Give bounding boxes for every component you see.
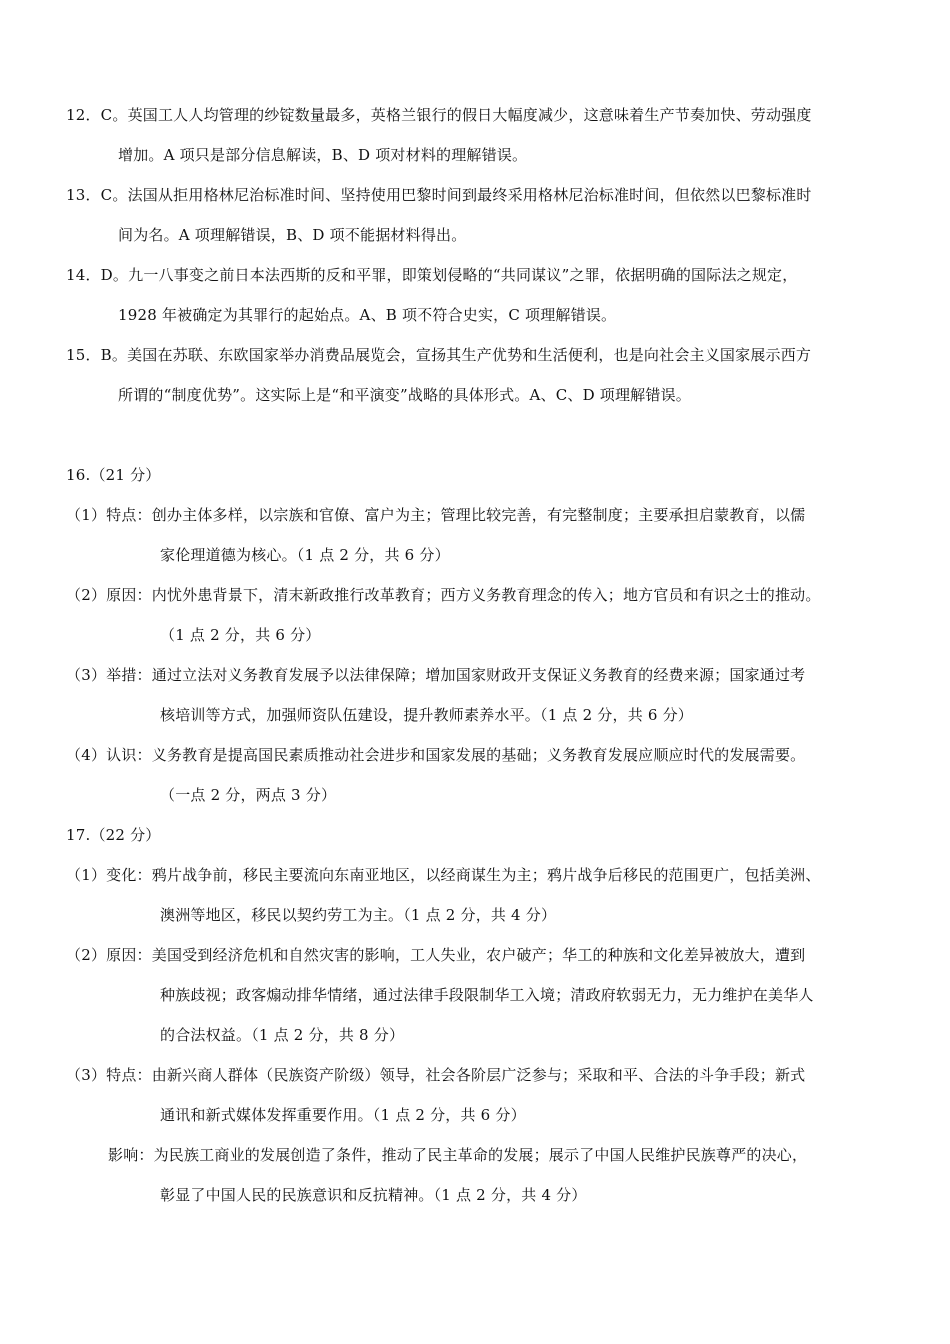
answer-13-line-1: 13．C。法国从拒用格林尼治标准时间、坚持使用巴黎时间到最终采用格林尼治标准时间，但依然以巴黎标准时 <box>66 186 812 204</box>
q16-item-4-line-1: （4）认识：义务教育是提高国民素质推动社会进步和国家发展的基础；义务教育发展应顺应时代的发展需要。 <box>66 746 806 764</box>
answer-15-line-2: 所谓的“制度优势”。这实际上是“和平演变”战略的具体形式。A、C、D 项理解错误。 <box>118 386 691 404</box>
q16-item-1-line-2: 家伦理道德为核心。（1 点 2 分，共 6 分） <box>160 546 450 564</box>
q16-item-3-line-1: （3）举措：通过立法对义务教育发展予以法律保障；增加国家财政开支保证义务教育的经费来源；国家通过考 <box>66 666 806 684</box>
q17-item-2-line-2: 种族歧视；政客煽动排华情绪，通过法律手段限制华工入境；清政府软弱无力，无力维护在美华人 <box>160 986 814 1004</box>
q16-heading: 16.（21 分） <box>66 466 161 484</box>
q17-item-2-line-1: （2）原因：美国受到经济危机和自然灾害的影响，工人失业，农户破产；华工的种族和文化差异被放大，遭到 <box>66 946 806 964</box>
q17-item-3-line-2: 通讯和新式媒体发挥重要作用。（1 点 2 分，共 6 分） <box>160 1106 526 1124</box>
answer-15-line-1: 15．B。美国在苏联、东欧国家举办消费品展览会，宣扬其生产优势和生活便利，也是向社会主义国家展示西方 <box>66 346 812 364</box>
q16-item-1-line-1: （1）特点：创办主体多样，以宗族和官僚、富户为主；管理比较完善，有完整制度；主要承担启蒙教育，以儒 <box>66 506 806 524</box>
answer-14-line-2: 1928 年被确定为其罪行的起始点。A、B 项不符合史实，C 项理解错误。 <box>118 306 617 324</box>
answer-13-line-2: 间为名。A 项理解错误，B、D 项不能据材料得出。 <box>118 226 467 244</box>
q17-item-1-line-2: 澳洲等地区，移民以契约劳工为主。（1 点 2 分，共 4 分） <box>160 906 557 924</box>
answer-14-line-1: 14．D。九一八事变之前日本法西斯的反和平罪，即策划侵略的“共同谋议”之罪，依据明确的国际法之规定， <box>66 266 798 284</box>
q17-item-3-line-1: （3）特点：由新兴商人群体（民族资产阶级）领导，社会各阶层广泛参与；采取和平、合法的斗争手段；新式 <box>66 1066 806 1084</box>
q17-impact-line-1: 影响：为民族工商业的发展创造了条件，推动了民主革命的发展；展示了中国人民维护民族尊严的决心， <box>108 1146 808 1164</box>
q17-heading: 17.（22 分） <box>66 826 161 844</box>
q16-item-2-line-1: （2）原因：内忧外患背景下，清末新政推行改革教育；西方义务教育理念的传入；地方官员和有识之士的推动。 <box>66 586 821 604</box>
q17-item-1-line-1: （1）变化：鸦片战争前，移民主要流向东南亚地区，以经商谋生为主；鸦片战争后移民的范围更广，包括美洲、 <box>66 866 821 884</box>
q17-item-2-line-3: 的合法权益。（1 点 2 分，共 8 分） <box>160 1026 405 1044</box>
q16-item-2-line-2: （1 点 2 分，共 6 分） <box>160 626 321 644</box>
answer-12-line-2: 增加。A 项只是部分信息解读，B、D 项对材料的理解错误。 <box>118 146 528 164</box>
q17-impact-line-2: 彰显了中国人民的民族意识和反抗精神。（1 点 2 分，共 4 分） <box>160 1186 587 1204</box>
q16-item-4-line-2: （一点 2 分，两点 3 分） <box>160 786 337 804</box>
q16-item-3-line-2: 核培训等方式，加强师资队伍建设，提升教师素养水平。（1 点 2 分，共 6 分） <box>160 706 693 724</box>
answer-12-line-1: 12．C。英国工人人均管理的纱锭数量最多，英格兰银行的假日大幅度减少，这意味着生产节奏加快、劳动强度 <box>66 106 812 124</box>
